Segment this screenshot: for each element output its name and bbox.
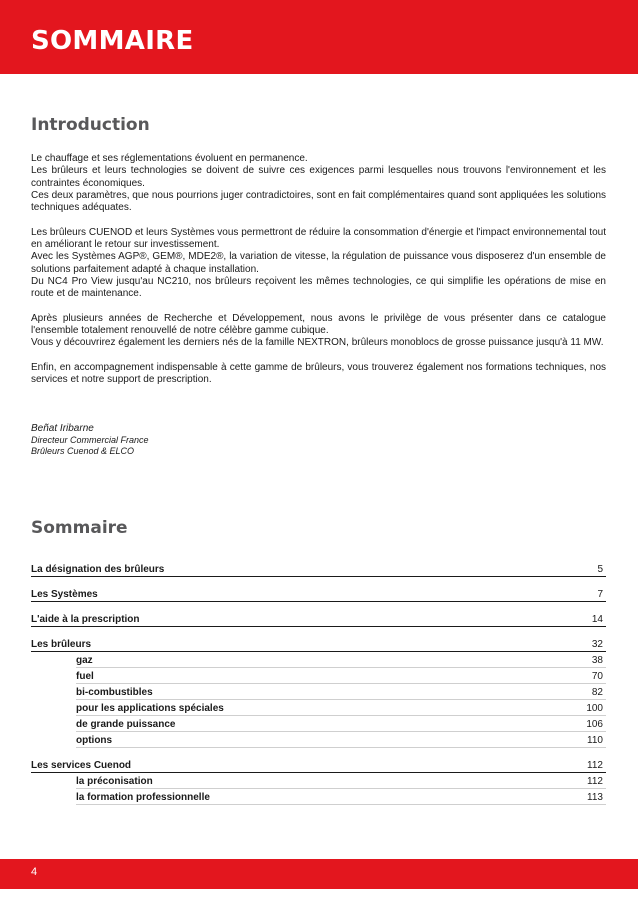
intro-paragraph: Après plusieurs années de Recherche et Développement, nous avons le privilège de vous présenter dans ce catalogue l'ensemble totalement renouvellé de notre célèbre gamme cubique. Vous y découvrirez également les derniers nés de la famille NEXTRON, brûleurs monoblocs de grosse puissance jusqu'à 11 MW.: [31, 312, 606, 349]
toc-page-number: 113: [587, 792, 603, 803]
signature-company: Brûleurs Cuenod & ELCO: [31, 445, 135, 456]
toc-page-number: 82: [591, 687, 603, 698]
toc-page-number: 112: [587, 776, 603, 787]
toc-label: L'aide à la prescription: [31, 614, 140, 625]
toc-label: bi-combustibles: [76, 687, 153, 698]
toc-page-number: 32: [591, 639, 603, 650]
toc-label: la formation professionnelle: [76, 792, 210, 803]
intro-text: [31, 153, 606, 399]
toc-subentry[interactable]: [76, 716, 606, 732]
toc-page-number: 14: [591, 614, 603, 625]
toc-label: Les brûleurs: [31, 639, 92, 650]
toc-spacer: [31, 577, 606, 586]
toc-entry[interactable]: [31, 586, 606, 602]
toc-label: La désignation des brûleurs: [31, 564, 165, 575]
signature: [31, 423, 331, 456]
signature-role: Directeur Commercial France: [31, 435, 149, 445]
toc-page-number: 112: [587, 760, 603, 771]
toc-label: de grande puissance: [76, 719, 176, 730]
signature-name: Beñat Iribarne: [31, 423, 94, 434]
toc-label: options: [76, 735, 113, 746]
toc-page-number: 106: [586, 719, 603, 730]
toc-title: Sommaire: [31, 518, 128, 538]
toc-subentry[interactable]: [76, 789, 606, 805]
toc-entry[interactable]: [31, 757, 606, 773]
footer-band: [0, 859, 638, 889]
toc-label: Les Systèmes: [31, 589, 98, 600]
toc-page-number: 38: [591, 655, 603, 666]
toc-entry[interactable]: [31, 636, 606, 652]
toc-page-number: 7: [597, 589, 603, 600]
toc-label: gaz: [76, 655, 93, 666]
toc-subentry[interactable]: [76, 732, 606, 748]
toc-label: la préconisation: [76, 776, 153, 787]
table-of-contents: [31, 561, 606, 805]
toc-label: pour les applications spéciales: [76, 703, 224, 714]
toc-subentry[interactable]: [76, 773, 606, 789]
toc-entry[interactable]: [31, 561, 606, 577]
toc-label: fuel: [76, 671, 94, 682]
page-title: SOMMAIRE: [31, 26, 194, 56]
toc-subentry[interactable]: [76, 684, 606, 700]
toc-page-number: 70: [591, 671, 603, 682]
toc-page-number: 5: [597, 564, 603, 575]
toc-subentry[interactable]: [76, 700, 606, 716]
intro-paragraph: Les brûleurs CUENOD et leurs Systèmes vous permettront de réduire la consommation d'énergie et l'impact environnemental tout en améliorant le retour sur investissement. Avec les Systèmes AGP®, GEM®, MDE2®, la variation de vitesse, la régulation de puissance vous disposerez d'un ensemble de solutions parfaitement adapté à chaque installation. Du NC4 Pro View jusqu'au NC210, nos brûleurs reçoivent les mêmes technologies, ce qui simplifie les opérations de mise en route et de maintenance.: [31, 226, 606, 300]
toc-entry[interactable]: [31, 611, 606, 627]
intro-paragraph: Le chauffage et ses réglementations évoluent en permanence. Les brûleurs et leurs technologies se doivent de suivre ces exigences parmi lesquelles nous trouvons l'environnement et les contraintes économiques. Ces deux paramètres, que nous pourrions juger contradictoires, sont en fait complémentaires quand sont appliquées les solutions techniques adéquates.: [31, 153, 606, 214]
toc-spacer: [31, 748, 606, 757]
toc-page-number: 110: [587, 735, 603, 746]
toc-page-number: 100: [586, 703, 603, 714]
toc-spacer: [31, 602, 606, 611]
intro-title: Introduction: [31, 115, 150, 135]
page-number: 4: [31, 866, 38, 878]
intro-paragraph: Enfin, en accompagnement indispensable à cette gamme de brûleurs, vous trouverez également nos formations techniques, nos services et notre support de prescription.: [31, 362, 606, 386]
toc-subentry[interactable]: [76, 652, 606, 668]
toc-subentry[interactable]: [76, 668, 606, 684]
toc-spacer: [31, 627, 606, 636]
toc-label: Les services Cuenod: [31, 760, 132, 771]
